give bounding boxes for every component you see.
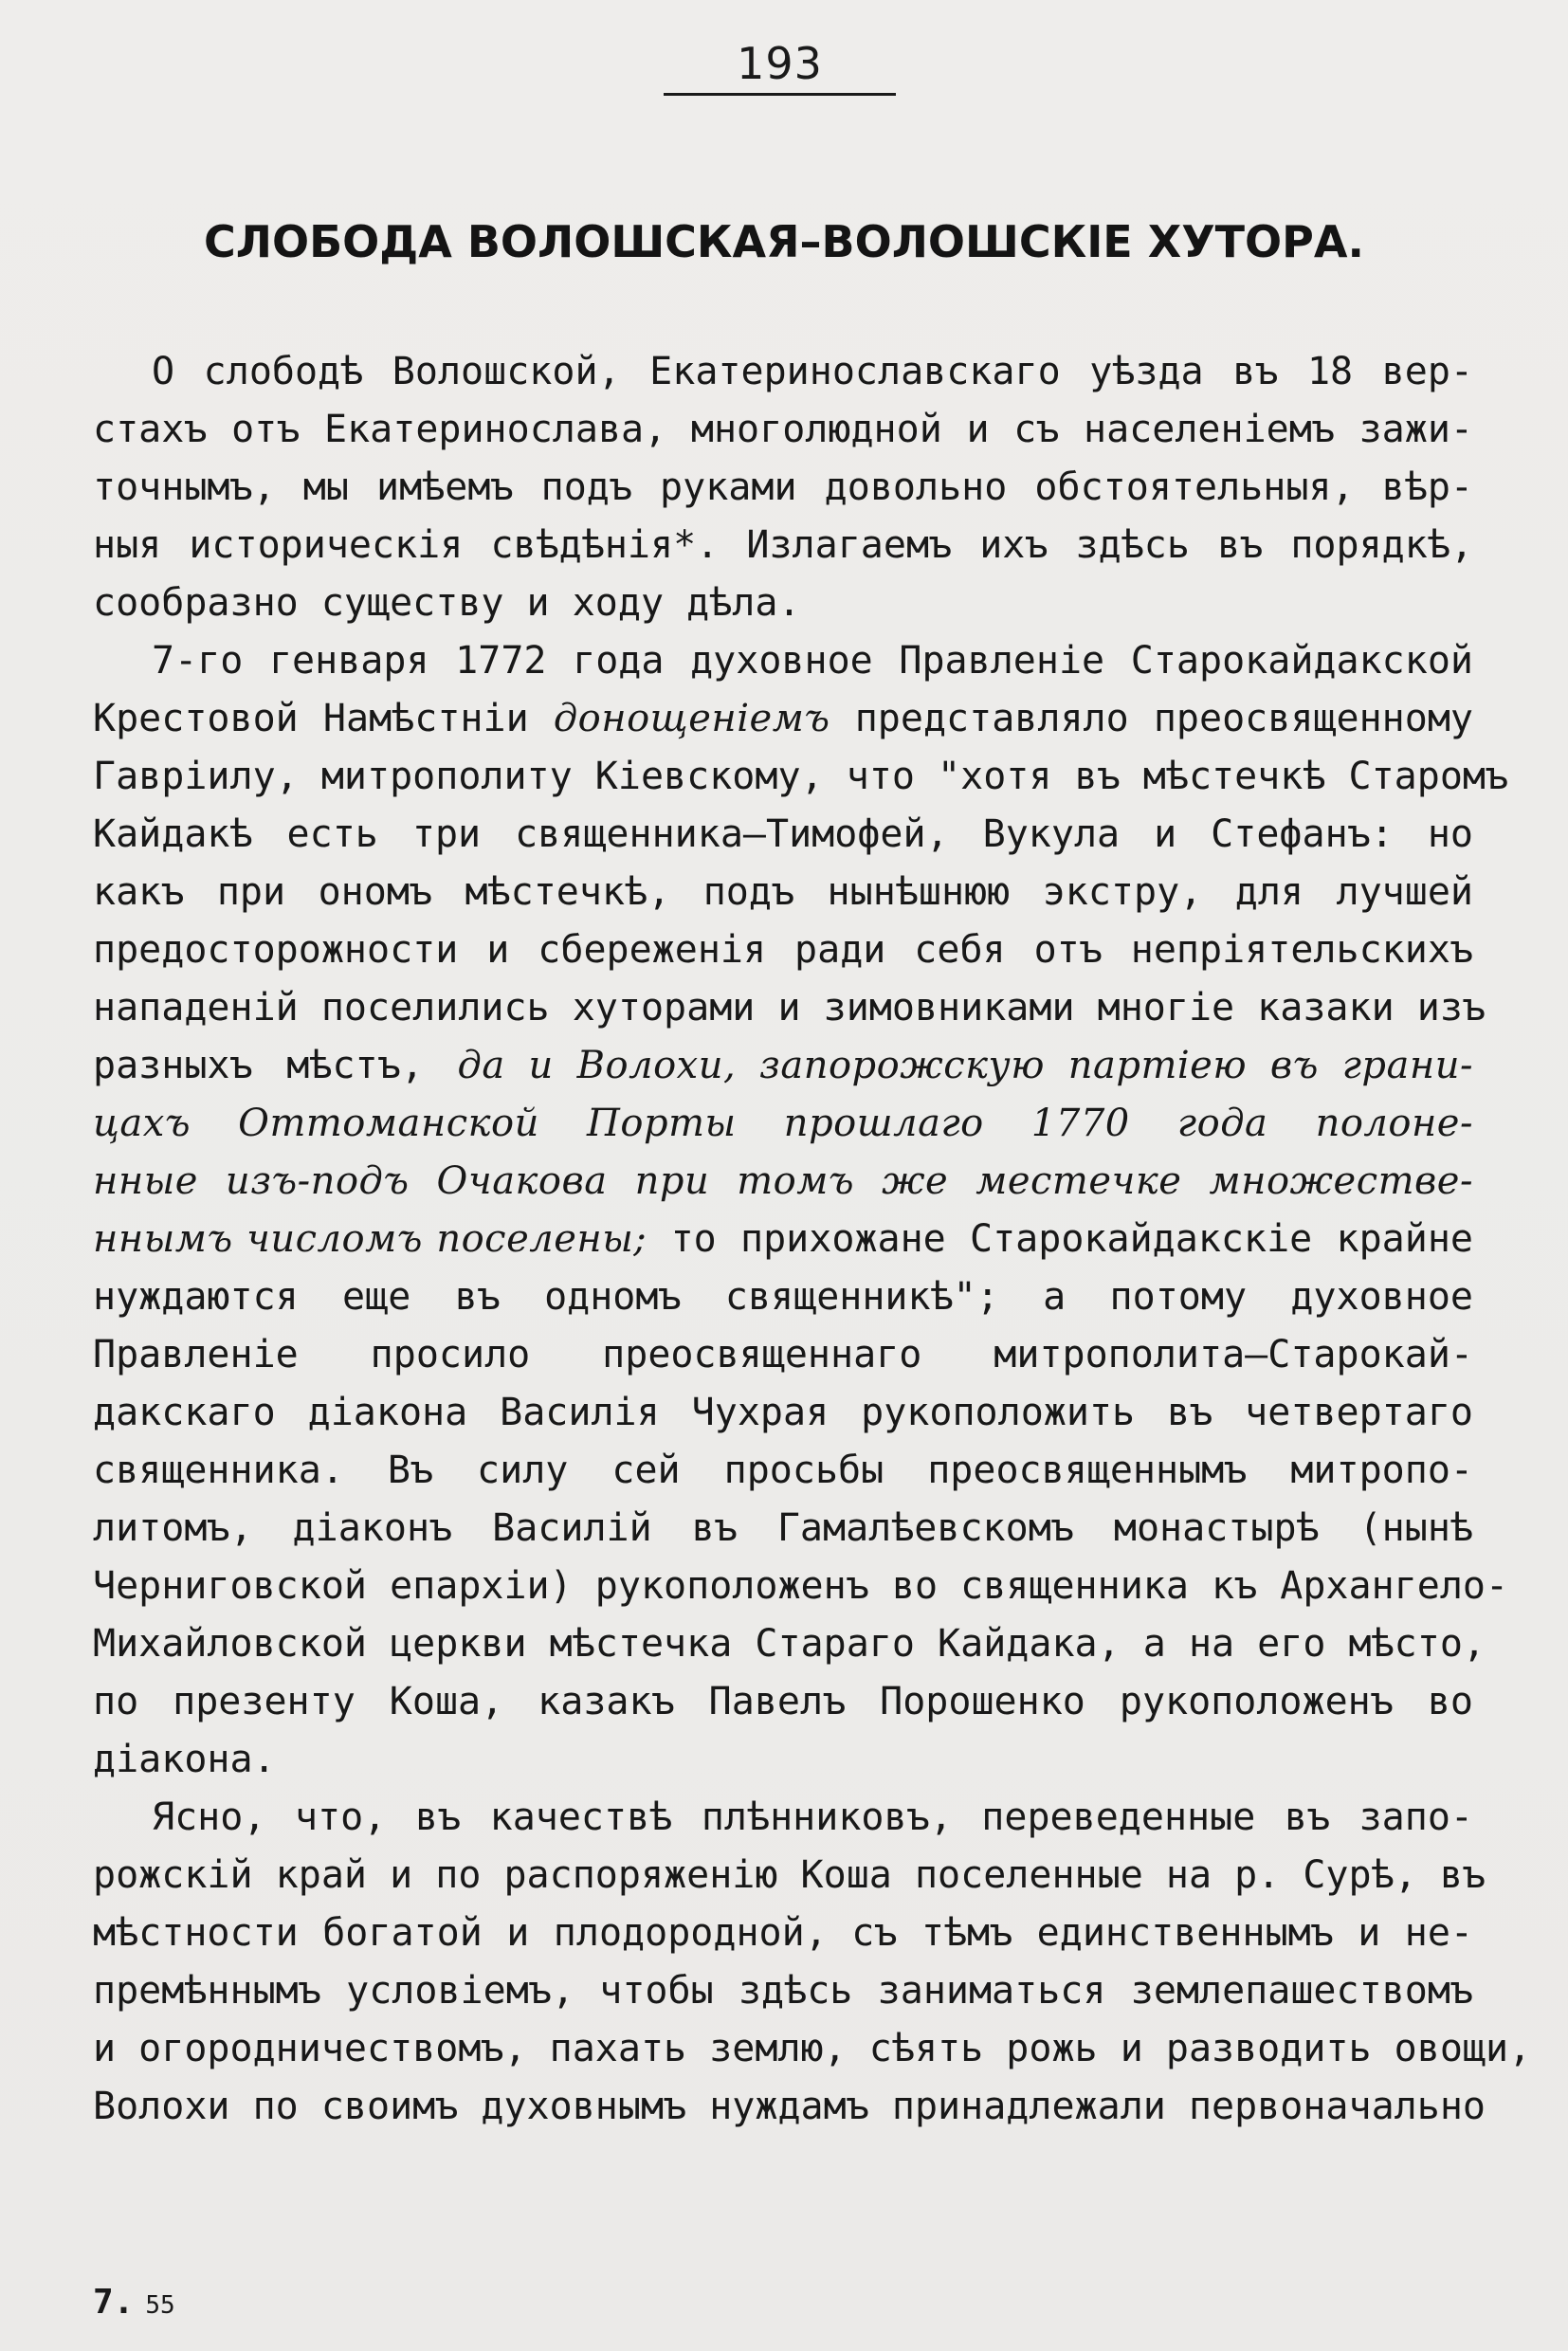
emphasis-text: донощеніемъ [553, 697, 830, 740]
page-number: 193 [737, 38, 823, 89]
text-line: нападеній поселились хуторами и зимовниками многіе казаки изъ [93, 986, 1486, 1030]
text-line: О слободѣ Волошской, Екатеринославскаго уѣзда въ 18 вер- [152, 350, 1473, 393]
text-line: 7-го генваря 1772 года духовное Правленіе Старокайдакской [152, 639, 1473, 683]
text-line: предосторожности и сбереженія ради себя отъ непріятельскихъ [93, 928, 1473, 972]
text-line: точнымъ, мы имѣемъ подъ руками довольно обстоятельныя, вѣр- [93, 465, 1473, 509]
emphasis-text: да и Волохи, запорожскую партіею въ грани- [457, 1044, 1473, 1087]
text-line: мѣстности богатой и плодородной, съ тѣмъ единственнымъ и не- [93, 1911, 1473, 1955]
text-line: діакона. [93, 1738, 276, 1781]
text-line [93, 1153, 1473, 1211]
text-line: Кайдакѣ есть три священника—Тимофей, Вукула и Стефанъ: но [93, 812, 1473, 856]
text-line: Ясно, что, въ качествѣ плѣнниковъ, переведенные въ запо- [152, 1795, 1473, 1839]
emphasis-text: ннымъ числомъ поселены; [93, 1217, 647, 1261]
body-text [93, 343, 1532, 2136]
text-line: Правленіе просило преосвященнаго митрополита—Старокай- [93, 1333, 1473, 1376]
text-line: Михайловской церкви мѣстечка Стараго Кайдака, а на его мѣсто, [93, 1622, 1486, 1666]
printer-signature [93, 2283, 175, 2322]
emphasis-text: нные изъ-подъ Очакова при томъ же местечке множестве- [93, 1159, 1473, 1203]
text-line: Волохи по своимъ духовнымъ нуждамъ принадлежали первоначально [93, 2085, 1486, 2128]
text-line: ныя историческія свѣдѣнія*. Излагаемъ ихъ здѣсь въ порядкѣ, [93, 523, 1473, 567]
text-line: Черниговской епархіи) рукоположенъ во священника къ Архангело- [93, 1564, 1509, 1608]
page-number-rule [664, 93, 896, 96]
signature-number: 55 [145, 2291, 175, 2320]
text-line: сообразно существу и ходу дѣла. [93, 581, 801, 625]
text-line: Гавріилу, митрополиту Кіевскому, что "хотя въ мѣстечкѣ Старомъ [93, 755, 1509, 798]
text-line: дакскаго діакона Василія Чухрая рукоположить въ четвертаго [93, 1391, 1473, 1434]
text-line: Крестовой Намѣстніи донощеніемъ представляло преосвященному [93, 697, 1473, 740]
text-line: разныхъ мѣстъ, да и Волохи, запорожскую партіею въ грани- [93, 1044, 1473, 1087]
text-line: нуждаются еще въ одномъ священникѣ"; а потому духовное [93, 1275, 1473, 1319]
signature-mark: 7. [93, 2283, 135, 2322]
text-line: литомъ, діаконъ Василій въ Гамалѣевскомъ монастырѣ (нынѣ [93, 1506, 1473, 1550]
text-line [93, 1095, 1473, 1153]
text-line: какъ при ономъ мѣстечкѣ, подъ нынѣшнюю экстру, для лучшей [93, 870, 1473, 914]
text-line: и огородничествомъ, пахать землю, сѣять рожь и разводить овощи, [93, 2027, 1532, 2070]
emphasis-text: цахъ Оттоманской Порты прошлаго 1770 года полоне- [93, 1102, 1473, 1145]
text-line: ннымъ числомъ поселены; то прихожане Старокайдакскіе крайне [93, 1217, 1473, 1261]
text-line: по презенту Коша, казакъ Павелъ Порошенко рукоположенъ во [93, 1680, 1473, 1723]
text-line: рожскій край и по распоряженію Коша поселенные на р. Сурѣ, въ [93, 1853, 1486, 1897]
text-line: священника. Въ силу сей просьбы преосвященнымъ митропо- [93, 1449, 1473, 1492]
section-title: СЛОБОДА ВОЛОШСКАЯ–ВОЛОШСКІЕ ХУТОРА. [204, 216, 1364, 267]
text-line: стахъ отъ Екатеринослава, многолюдной и съ населеніемъ зажи- [93, 408, 1473, 451]
text-line: премѣннымъ условіемъ, чтобы здѣсь заниматься землепашествомъ [93, 1969, 1473, 2013]
